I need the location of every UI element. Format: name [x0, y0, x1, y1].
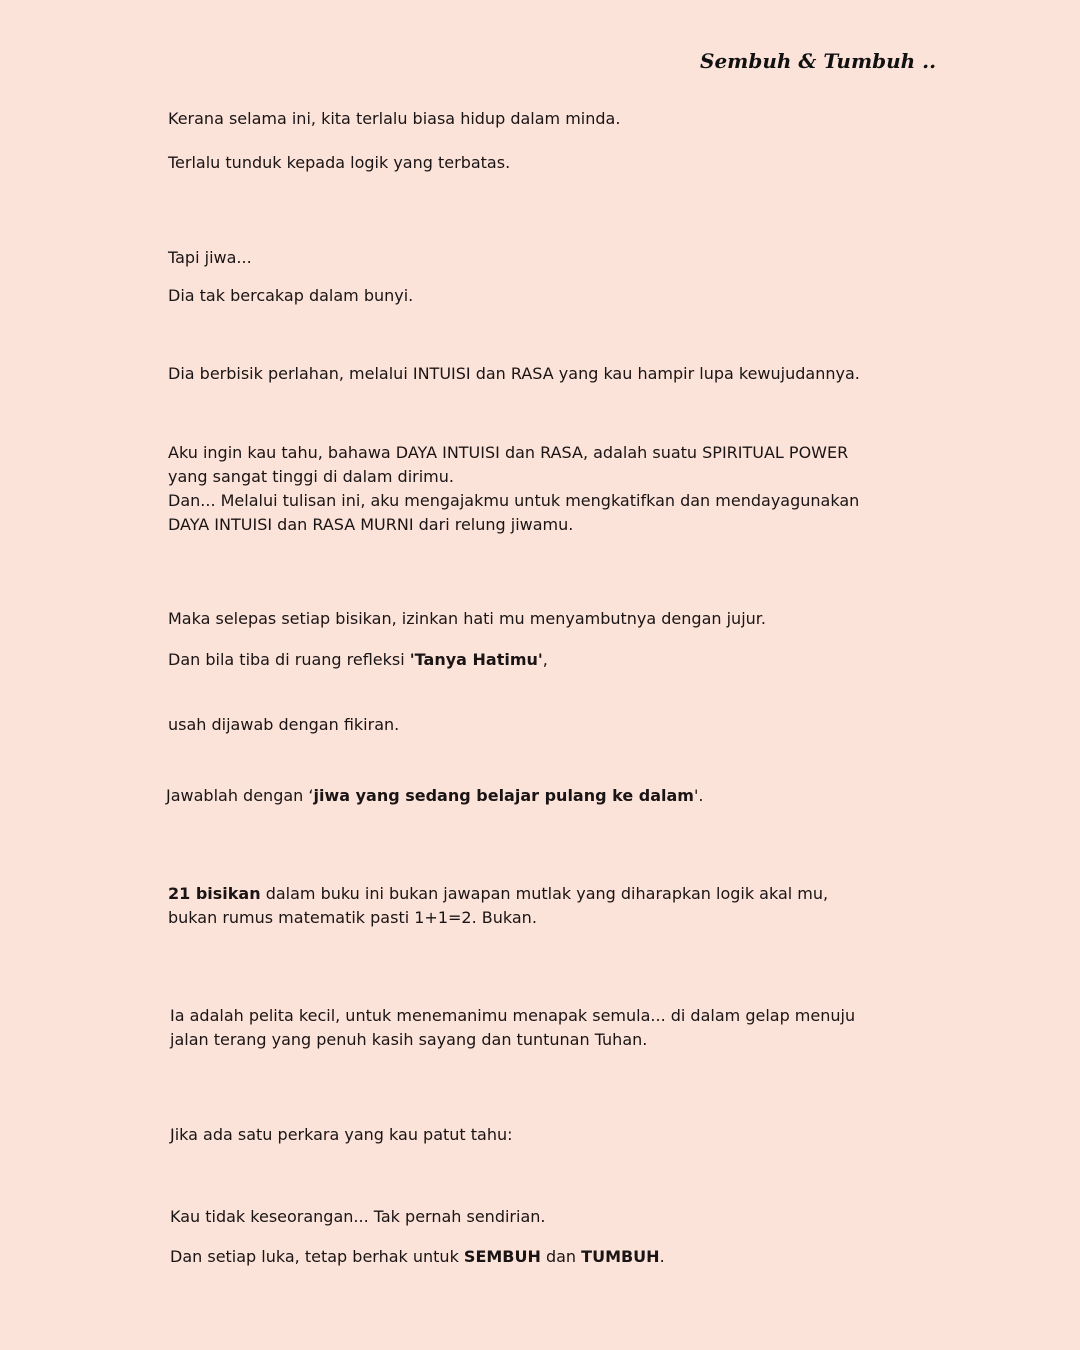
paragraph-8-suffix: , — [542, 650, 548, 669]
paragraph-10-text: Jawablah dengan ‘ — [166, 786, 314, 805]
paragraph-7: Maka selepas setiap bisikan, izinkan hati mu menyambutnya dengan jujur. — [168, 609, 766, 628]
paragraph-11-text: dalam buku ini bukan jawapan mutlak yang diharapkan logik akal mu, — [260, 884, 829, 903]
paragraph-6-line-1: Aku ingin kau tahu, bahawa DAYA INTUISI dan RASA, adalah suatu SPIRITUAL POWER — [168, 443, 849, 462]
paragraph-12 — [170, 1004, 855, 1052]
paragraph-11 — [168, 882, 828, 930]
paragraph-9: usah dijawab dengan fikiran. — [168, 715, 400, 734]
paragraph-12-line-1: Ia adalah pelita kecil, untuk menemanimu menapak semula... di dalam gelap menuju — [170, 1006, 856, 1025]
paragraph-12-line-2: jalan terang yang penuh kasih sayang dan tuntunan Tuhan. — [170, 1030, 648, 1049]
paragraph-2: Terlalu tunduk kepada logik yang terbatas. — [168, 153, 511, 172]
paragraph-11-emphasis: 21 bisikan — [168, 884, 261, 903]
paragraph-11-line-2: bukan rumus matematik pasti 1+1=2. Bukan. — [168, 908, 537, 927]
paragraph-10-emphasis: jiwa yang sedang belajar pulang ke dalam — [313, 786, 694, 805]
page-header-title: Sembuh & Tumbuh .. — [700, 49, 937, 73]
paragraph-14: Kau tidak keseorangan... Tak pernah sendirian. — [170, 1207, 546, 1226]
paragraph-4: Dia tak bercakap dalam bunyi. — [168, 286, 414, 305]
paragraph-10-suffix: '. — [693, 786, 704, 805]
paragraph-6 — [168, 441, 859, 537]
paragraph-8-text: Dan bila tiba di ruang refleksi — [168, 650, 410, 669]
paragraph-11-line-1 — [168, 882, 828, 906]
paragraph-15 — [170, 1245, 665, 1269]
paragraph-8 — [168, 648, 548, 672]
paragraph-8-emphasis: 'Tanya Hatimu' — [409, 650, 543, 669]
paragraph-10 — [166, 784, 703, 808]
paragraph-1: Kerana selama ini, kita terlalu biasa hidup dalam minda. — [168, 109, 621, 128]
paragraph-15-emphasis-sembuh: SEMBUH — [463, 1247, 541, 1266]
paragraph-6-line-4: DAYA INTUISI dan RASA MURNI dari relung jiwamu. — [168, 515, 574, 534]
paragraph-15-emphasis-tumbuh: TUMBUH — [581, 1247, 660, 1266]
paragraph-15-conjunction: dan — [540, 1247, 582, 1266]
paragraph-15-text: Dan setiap luka, tetap berhak untuk — [170, 1247, 464, 1266]
paragraph-6-line-2: yang sangat tinggi di dalam dirimu. — [168, 467, 454, 486]
paragraph-3: Tapi jiwa... — [168, 248, 252, 267]
paragraph-5: Dia berbisik perlahan, melalui INTUISI dan RASA yang kau hampir lupa kewujudannya. — [168, 364, 860, 383]
paragraph-13: Jika ada satu perkara yang kau patut tahu: — [170, 1125, 513, 1144]
paragraph-6-line-3: Dan... Melalui tulisan ini, aku mengajakmu untuk mengkatifkan dan mendayagunakan — [168, 491, 860, 510]
paragraph-15-suffix: . — [659, 1247, 665, 1266]
